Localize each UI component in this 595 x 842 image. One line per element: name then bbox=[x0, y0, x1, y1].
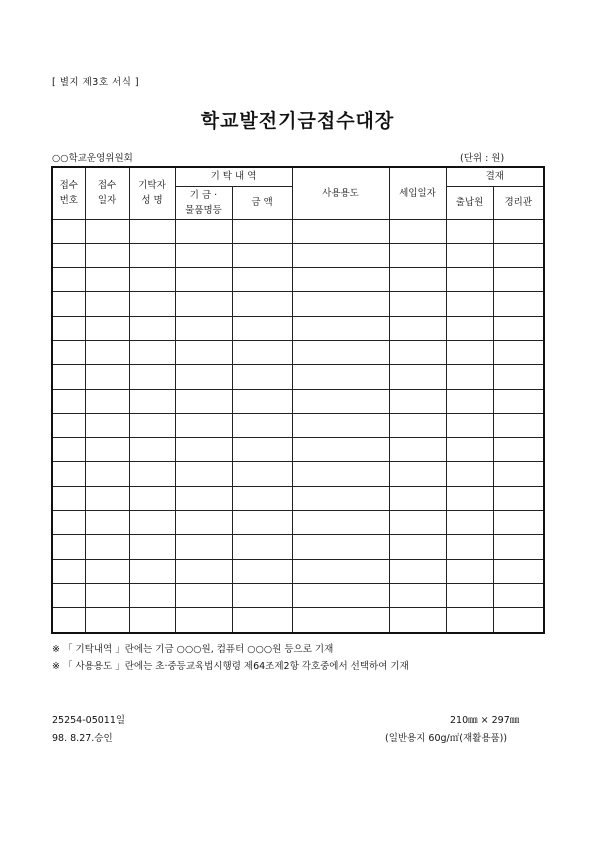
table-row bbox=[52, 340, 544, 364]
donation-ledger-table bbox=[51, 166, 545, 634]
cell-amount bbox=[232, 535, 292, 559]
cell-deposit-date bbox=[389, 268, 446, 292]
cell-usage bbox=[292, 559, 389, 583]
cell-finance-officer bbox=[493, 608, 544, 633]
header-finance-officer: 경리관 bbox=[493, 186, 544, 219]
cell-deposit-date bbox=[389, 243, 446, 267]
table-row bbox=[52, 413, 544, 437]
cell-fund-items bbox=[175, 219, 232, 243]
cell-deposit-date bbox=[389, 292, 446, 316]
cell-receipt-date bbox=[85, 219, 129, 243]
cell-donor-name bbox=[129, 486, 175, 510]
cell-usage bbox=[292, 340, 389, 364]
header-approval: 결재 bbox=[446, 167, 544, 186]
cell-cashier bbox=[446, 243, 493, 267]
cell-deposit-date bbox=[389, 413, 446, 437]
cell-amount bbox=[232, 438, 292, 462]
cell-receipt-date bbox=[85, 268, 129, 292]
header-usage: 사용용도 bbox=[292, 167, 389, 219]
cell-usage bbox=[292, 268, 389, 292]
table-row bbox=[52, 462, 544, 486]
table-row bbox=[52, 389, 544, 413]
table-row bbox=[52, 438, 544, 462]
cell-fund-items bbox=[175, 292, 232, 316]
table-row bbox=[52, 511, 544, 535]
cell-receipt-date bbox=[85, 340, 129, 364]
cell-deposit-date bbox=[389, 583, 446, 607]
unit-label: (단위 : 원) bbox=[460, 153, 505, 164]
cell-cashier bbox=[446, 219, 493, 243]
cell-donor-name bbox=[129, 438, 175, 462]
cell-finance-officer bbox=[493, 316, 544, 340]
cell-receipt-number bbox=[52, 340, 85, 364]
cell-usage bbox=[292, 608, 389, 633]
cell-receipt-number bbox=[52, 219, 85, 243]
cell-usage bbox=[292, 583, 389, 607]
cell-receipt-date bbox=[85, 535, 129, 559]
cell-receipt-number bbox=[52, 268, 85, 292]
cell-amount bbox=[232, 243, 292, 267]
cell-cashier bbox=[446, 389, 493, 413]
note-donation-details: ※ 「 기탁내역 」란에는 기금 ○○○원, 컴퓨터 ○○○원 등으로 기재 bbox=[52, 644, 334, 655]
cell-finance-officer bbox=[493, 486, 544, 510]
cell-cashier bbox=[446, 413, 493, 437]
cell-cashier bbox=[446, 340, 493, 364]
cell-fund-items bbox=[175, 535, 232, 559]
cell-finance-officer bbox=[493, 243, 544, 267]
table-row bbox=[52, 365, 544, 389]
cell-usage bbox=[292, 486, 389, 510]
cell-deposit-date bbox=[389, 511, 446, 535]
cell-receipt-date bbox=[85, 243, 129, 267]
cell-cashier bbox=[446, 559, 493, 583]
cell-receipt-number bbox=[52, 462, 85, 486]
cell-finance-officer bbox=[493, 438, 544, 462]
cell-deposit-date bbox=[389, 608, 446, 633]
cell-receipt-date bbox=[85, 389, 129, 413]
cell-amount bbox=[232, 389, 292, 413]
cell-usage bbox=[292, 535, 389, 559]
cell-finance-officer bbox=[493, 292, 544, 316]
cell-fund-items bbox=[175, 316, 232, 340]
cell-receipt-date bbox=[85, 511, 129, 535]
cell-receipt-number bbox=[52, 292, 85, 316]
cell-receipt-number bbox=[52, 243, 85, 267]
cell-usage bbox=[292, 511, 389, 535]
cell-receipt-number bbox=[52, 608, 85, 633]
cell-receipt-date bbox=[85, 462, 129, 486]
cell-donor-name bbox=[129, 365, 175, 389]
header-receipt-date: 접수 일자 bbox=[85, 167, 129, 219]
cell-amount bbox=[232, 511, 292, 535]
cell-fund-items bbox=[175, 268, 232, 292]
cell-fund-items bbox=[175, 340, 232, 364]
cell-receipt-number bbox=[52, 389, 85, 413]
cell-fund-items bbox=[175, 389, 232, 413]
cell-donor-name bbox=[129, 462, 175, 486]
table-row bbox=[52, 486, 544, 510]
cell-amount bbox=[232, 365, 292, 389]
cell-receipt-number bbox=[52, 438, 85, 462]
cell-donor-name bbox=[129, 292, 175, 316]
cell-finance-officer bbox=[493, 511, 544, 535]
cell-usage bbox=[292, 365, 389, 389]
cell-deposit-date bbox=[389, 316, 446, 340]
cell-receipt-date bbox=[85, 413, 129, 437]
cell-donor-name bbox=[129, 559, 175, 583]
cell-donor-name bbox=[129, 243, 175, 267]
cell-receipt-date bbox=[85, 365, 129, 389]
cell-amount bbox=[232, 219, 292, 243]
note-usage: ※ 「 사용용도 」란에는 초·중등교육법시행령 제64조제2항 각호중에서 선택하여 기재 bbox=[52, 661, 409, 672]
cell-usage bbox=[292, 389, 389, 413]
cell-receipt-number bbox=[52, 559, 85, 583]
cell-donor-name bbox=[129, 219, 175, 243]
cell-finance-officer bbox=[493, 583, 544, 607]
cell-donor-name bbox=[129, 316, 175, 340]
cell-deposit-date bbox=[389, 559, 446, 583]
cell-finance-officer bbox=[493, 268, 544, 292]
ledger-body bbox=[52, 219, 544, 633]
cell-cashier bbox=[446, 462, 493, 486]
cell-fund-items bbox=[175, 511, 232, 535]
cell-finance-officer bbox=[493, 340, 544, 364]
cell-donor-name bbox=[129, 268, 175, 292]
cell-receipt-number bbox=[52, 365, 85, 389]
table-row bbox=[52, 243, 544, 267]
table-row bbox=[52, 608, 544, 633]
cell-cashier bbox=[446, 583, 493, 607]
cell-receipt-number bbox=[52, 511, 85, 535]
header-deposit-date: 세입일자 bbox=[389, 167, 446, 219]
page-title: 학교발전기금접수대장 bbox=[200, 110, 395, 132]
cell-amount bbox=[232, 462, 292, 486]
cell-donor-name bbox=[129, 608, 175, 633]
cell-amount bbox=[232, 486, 292, 510]
cell-usage bbox=[292, 219, 389, 243]
cell-receipt-number bbox=[52, 486, 85, 510]
cell-deposit-date bbox=[389, 389, 446, 413]
cell-fund-items bbox=[175, 413, 232, 437]
cell-usage bbox=[292, 462, 389, 486]
header-amount: 금 액 bbox=[232, 186, 292, 219]
organization-name: ○○학교운영위원회 bbox=[52, 153, 133, 164]
cell-usage bbox=[292, 438, 389, 462]
cell-fund-items bbox=[175, 365, 232, 389]
cell-receipt-number bbox=[52, 316, 85, 340]
cell-receipt-date bbox=[85, 292, 129, 316]
cell-usage bbox=[292, 243, 389, 267]
cell-cashier bbox=[446, 535, 493, 559]
table-row bbox=[52, 316, 544, 340]
table-row bbox=[52, 268, 544, 292]
cell-deposit-date bbox=[389, 486, 446, 510]
cell-fund-items bbox=[175, 438, 232, 462]
cell-amount bbox=[232, 583, 292, 607]
cell-fund-items bbox=[175, 583, 232, 607]
cell-deposit-date bbox=[389, 340, 446, 364]
cell-receipt-date bbox=[85, 583, 129, 607]
cell-receipt-date bbox=[85, 608, 129, 633]
cell-fund-items bbox=[175, 559, 232, 583]
cell-usage bbox=[292, 292, 389, 316]
cell-finance-officer bbox=[493, 413, 544, 437]
paper-type: (일반용지 60g/㎡(재활용품)) bbox=[385, 733, 508, 744]
cell-amount bbox=[232, 292, 292, 316]
cell-donor-name bbox=[129, 583, 175, 607]
cell-amount bbox=[232, 608, 292, 633]
cell-cashier bbox=[446, 438, 493, 462]
cell-amount bbox=[232, 316, 292, 340]
cell-donor-name bbox=[129, 413, 175, 437]
header-donor-name: 기탁자 성 명 bbox=[129, 167, 175, 219]
cell-finance-officer bbox=[493, 365, 544, 389]
table-row bbox=[52, 559, 544, 583]
cell-amount bbox=[232, 340, 292, 364]
cell-donor-name bbox=[129, 389, 175, 413]
table-row bbox=[52, 535, 544, 559]
form-code: 25254-05011일 bbox=[52, 715, 126, 726]
cell-finance-officer bbox=[493, 219, 544, 243]
approval-date: 98. 8.27.승인 bbox=[52, 733, 113, 744]
cell-receipt-date bbox=[85, 559, 129, 583]
cell-deposit-date bbox=[389, 535, 446, 559]
header-fund-items: 기 금 · 물품명등 bbox=[175, 186, 232, 219]
cell-finance-officer bbox=[493, 535, 544, 559]
cell-receipt-date bbox=[85, 438, 129, 462]
cell-amount bbox=[232, 268, 292, 292]
form-number-label: [ 별지 제3호 서식 ] bbox=[52, 77, 140, 88]
table-row bbox=[52, 292, 544, 316]
cell-cashier bbox=[446, 292, 493, 316]
cell-cashier bbox=[446, 268, 493, 292]
cell-receipt-date bbox=[85, 486, 129, 510]
cell-fund-items bbox=[175, 462, 232, 486]
cell-deposit-date bbox=[389, 365, 446, 389]
cell-cashier bbox=[446, 608, 493, 633]
cell-cashier bbox=[446, 365, 493, 389]
table-row bbox=[52, 583, 544, 607]
cell-deposit-date bbox=[389, 462, 446, 486]
cell-donor-name bbox=[129, 340, 175, 364]
cell-deposit-date bbox=[389, 219, 446, 243]
cell-receipt-number bbox=[52, 535, 85, 559]
cell-receipt-date bbox=[85, 316, 129, 340]
cell-finance-officer bbox=[493, 389, 544, 413]
cell-finance-officer bbox=[493, 462, 544, 486]
cell-finance-officer bbox=[493, 559, 544, 583]
cell-cashier bbox=[446, 486, 493, 510]
paper-size: 210㎜ × 297㎜ bbox=[450, 715, 520, 726]
cell-usage bbox=[292, 413, 389, 437]
cell-cashier bbox=[446, 511, 493, 535]
cell-cashier bbox=[446, 316, 493, 340]
header-cashier: 출납원 bbox=[446, 186, 493, 219]
header-donation-details: 기 탁 내 역 bbox=[175, 167, 292, 186]
cell-donor-name bbox=[129, 535, 175, 559]
cell-donor-name bbox=[129, 511, 175, 535]
cell-fund-items bbox=[175, 486, 232, 510]
table-row bbox=[52, 219, 544, 243]
cell-deposit-date bbox=[389, 438, 446, 462]
cell-amount bbox=[232, 413, 292, 437]
header-receipt-number: 접수 번호 bbox=[52, 167, 85, 219]
cell-fund-items bbox=[175, 608, 232, 633]
cell-receipt-number bbox=[52, 413, 85, 437]
cell-usage bbox=[292, 316, 389, 340]
cell-amount bbox=[232, 559, 292, 583]
cell-fund-items bbox=[175, 243, 232, 267]
cell-receipt-number bbox=[52, 583, 85, 607]
